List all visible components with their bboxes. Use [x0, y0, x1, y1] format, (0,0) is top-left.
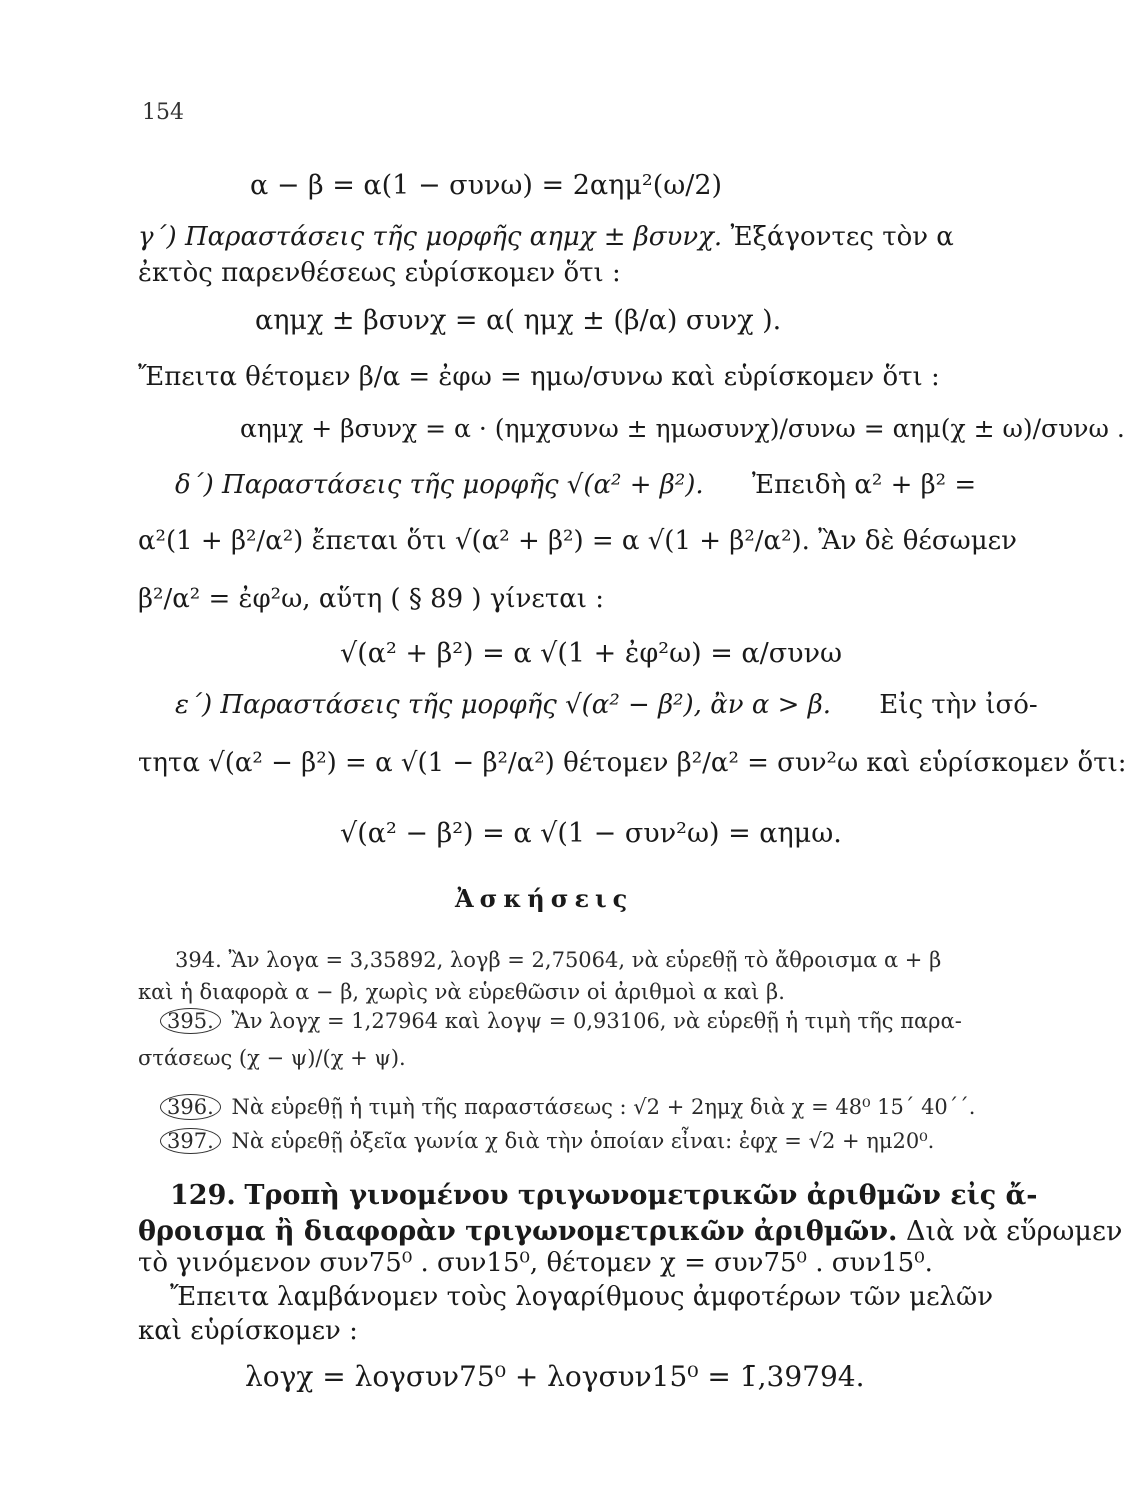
exercise-text: Νὰ εὑρεθῇ ὀξεῖα γωνία χ διὰ τὴν ὁποίαν εἶναι: ἐφχ = √2 + ημ20⁰.: [231, 1129, 935, 1153]
equation-4: √(α² + β²) = α √(1 + ἐφ²ω) = α/συνω: [340, 638, 843, 669]
paragraph-epsilon-cont: τητα √(α² − β²) = α √(1 − β²/α²) θέτομεν β²/α² = συν²ω καὶ εὑρίσκομεν ὅτι:: [138, 748, 1127, 778]
section-number: 129.: [170, 1180, 236, 1211]
section-129-title-cont: [138, 1216, 1122, 1247]
exercise-395-cont: στάσεως (χ − ψ)/(χ + ψ).: [138, 1046, 406, 1070]
exercise-394-cont: καὶ ἡ διαφορὰ α − β, χωρὶς νὰ εὑρεθῶσιν οἱ ἀριθμοὶ α καὶ β.: [138, 980, 785, 1004]
paragraph-gamma-text: Ἐξάγοντες τὸν α: [730, 222, 954, 252]
equation-6: λογχ = λογσυν75⁰ + λογσυν15⁰ = 1̄,39794.: [245, 1360, 865, 1393]
section-text-1: Διὰ νὰ εὕρωμεν: [905, 1216, 1123, 1247]
line-epeita: Ἔπειτα θέτομεν β/α = ἐφω = ημω/συνω καὶ εὑρίσκομεν ὅτι :: [138, 362, 940, 392]
exercise-text: Νὰ εὑρεθῇ ἡ τιμὴ τῆς παραστάσεως : √2 + 2ημχ διὰ χ = 48⁰ 15΄ 40΄΄.: [231, 1095, 976, 1119]
paragraph-delta-cont2: β²/α² = ἐφ²ω, αὕτη ( § 89 ) γίνεται :: [138, 584, 605, 614]
paragraph-delta: [175, 470, 976, 500]
page-number: 154: [142, 100, 184, 125]
exercise-397: [160, 1128, 934, 1154]
paragraph-delta-label: δ΄) Παραστάσεις τῆς μορφῆς √(α² + β²).: [175, 470, 704, 500]
exercise-395: [160, 1008, 962, 1034]
paragraph-epsilon-text: Εἰς τὴν ἰσό-: [879, 690, 1038, 720]
section-text-3: Ἔπειτα λαμβάνομεν τοὺς λογαρίθμους ἀμφοτέρων τῶν μελῶν: [170, 1282, 994, 1312]
exercise-text: Ἂν λογα = 3,35892, λογβ = 2,75064, νὰ εὑρεθῇ τὸ ἄθροισμα α + β: [228, 948, 942, 972]
section-title-cont: θροισμα ἢ διαφορὰν τριγωνομετρικῶν ἀριθμῶν.: [138, 1216, 898, 1247]
exercise-number-circled: 396.: [160, 1094, 221, 1120]
exercise-number-circled: 395.: [160, 1008, 221, 1034]
paragraph-gamma-label: γ΄) Παραστάσεις τῆς μορφῆς αημχ ± βσυνχ.: [138, 222, 723, 252]
exercise-number-circled: 397.: [160, 1128, 221, 1154]
paragraph-delta-cont1: α²(1 + β²/α²) ἔπεται ὅτι √(α² + β²) = α √(1 + β²/α²). Ἂν δὲ θέσωμεν: [138, 526, 1017, 556]
exercises-heading: Ἀσκήσεις: [455, 884, 634, 913]
paragraph-epsilon-label: ε΄) Παραστάσεις τῆς μορφῆς √(α² − β²), ἂν α > β.: [175, 690, 832, 720]
section-title: Τροπὴ γινομένου τριγωνομετρικῶν ἀριθμῶν εἰς ἄ-: [244, 1180, 1038, 1211]
paragraph-gamma-cont: ἐκτὸς παρενθέσεως εὑρίσκομεν ὅτι :: [138, 258, 621, 288]
exercise-number: 394.: [175, 948, 222, 972]
paragraph-delta-text: Ἐπειδὴ α² + β² =: [751, 470, 977, 500]
exercise-text: Ἂν λογχ = 1,27964 καὶ λογψ = 0,93106, νὰ εὑρεθῇ ἡ τιμὴ τῆς παρα-: [231, 1009, 962, 1033]
exercise-394: [175, 948, 941, 972]
equation-1: α − β = α(1 − συνω) = 2αημ²(ω/2): [250, 170, 723, 201]
paragraph-epsilon: [175, 690, 1038, 720]
equation-5: √(α² − β²) = α √(1 − συν²ω) = αημω.: [340, 818, 842, 849]
equation-3: αημχ + βσυνχ = α · (ημχσυνω ± ημωσυνχ)/συνω = αημ(χ ± ω)/συνω .: [240, 414, 1125, 443]
paragraph-gamma: [138, 222, 954, 252]
section-129-title: [170, 1180, 1038, 1211]
equation-2: αημχ ± βσυνχ = α( ημχ ± (β/α) συνχ ).: [255, 305, 782, 336]
section-text-2: τὸ γινόμενον συν75⁰ . συν15⁰, θέτομεν χ = συν75⁰ . συν15⁰.: [138, 1248, 933, 1278]
section-text-4: καὶ εὑρίσκομεν :: [138, 1316, 358, 1346]
exercise-396: [160, 1094, 975, 1120]
